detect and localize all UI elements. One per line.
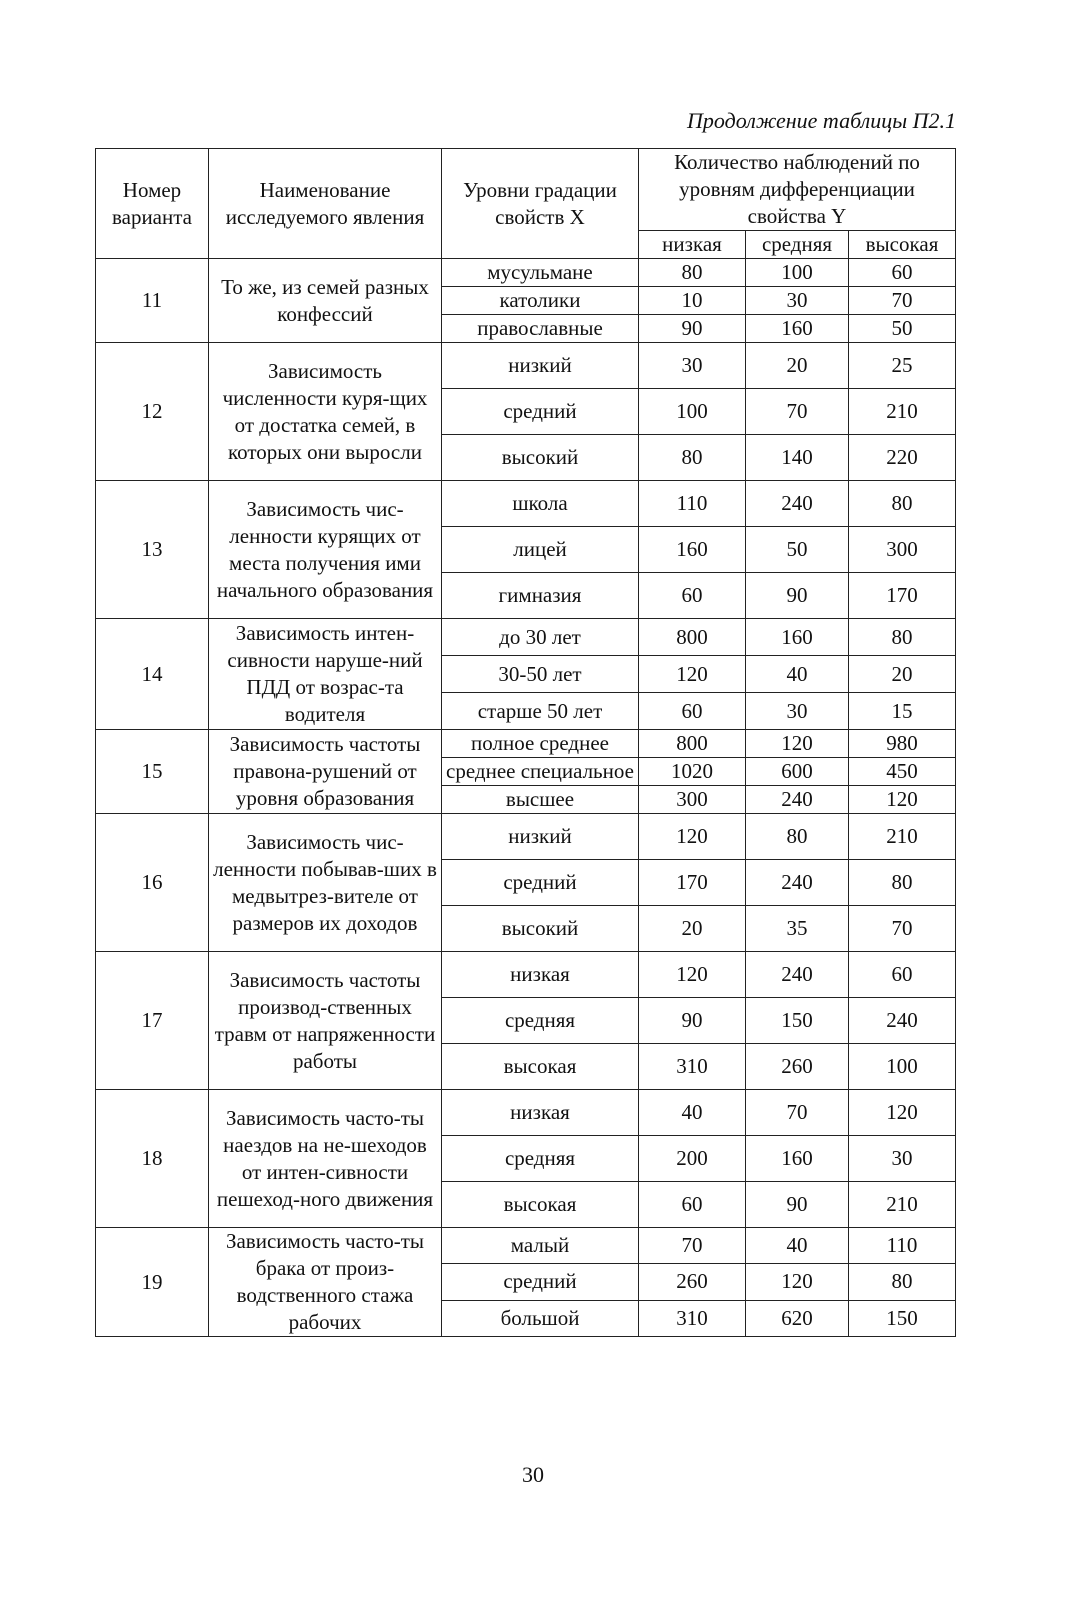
- count-low: 200: [639, 1136, 746, 1182]
- variant-number: 15: [96, 730, 209, 814]
- table-row: [96, 952, 956, 998]
- level-label: высокая: [442, 1182, 639, 1228]
- count-high: 110: [849, 1228, 956, 1264]
- count-mid: 600: [746, 758, 849, 786]
- count-mid: 140: [746, 435, 849, 481]
- count-low: 80: [639, 259, 746, 287]
- count-high: 240: [849, 998, 956, 1044]
- level-label: высокий: [442, 435, 639, 481]
- count-mid: 40: [746, 656, 849, 693]
- count-high: 60: [849, 259, 956, 287]
- level-label: средний: [442, 860, 639, 906]
- level-label: 30-50 лет: [442, 656, 639, 693]
- count-high: 25: [849, 343, 956, 389]
- count-mid: 90: [746, 1182, 849, 1228]
- level-label: гимназия: [442, 573, 639, 619]
- count-low: 30: [639, 343, 746, 389]
- header-sub-mid: средняя: [746, 231, 849, 259]
- level-label: низкий: [442, 343, 639, 389]
- count-mid: 80: [746, 814, 849, 860]
- table-row: [96, 814, 956, 860]
- phenomenon-description: То же, из семей разных конфессий: [209, 259, 442, 343]
- count-high: 450: [849, 758, 956, 786]
- table-body: [96, 259, 956, 1337]
- count-low: 60: [639, 693, 746, 730]
- count-high: 120: [849, 1090, 956, 1136]
- level-label: лицей: [442, 527, 639, 573]
- header-phenomenon: Наименование исследуемого явления: [209, 149, 442, 259]
- count-low: 120: [639, 952, 746, 998]
- count-mid: 620: [746, 1300, 849, 1336]
- level-label: низкий: [442, 814, 639, 860]
- count-mid: 120: [746, 730, 849, 758]
- count-high: 210: [849, 1182, 956, 1228]
- phenomenon-description: Зависимость численности куря-щих от достатка семей, в которых они выросли: [209, 343, 442, 481]
- count-high: 170: [849, 573, 956, 619]
- level-label: школа: [442, 481, 639, 527]
- count-high: 70: [849, 906, 956, 952]
- count-high: 80: [849, 481, 956, 527]
- table-row: [96, 619, 956, 656]
- level-label: православные: [442, 315, 639, 343]
- level-label: мусульмане: [442, 259, 639, 287]
- table-row: [96, 1090, 956, 1136]
- phenomenon-description: Зависимость чис-ленности курящих от места получения ими начального образования: [209, 481, 442, 619]
- table-caption: Продолжение таблицы П2.1: [687, 108, 956, 133]
- level-label: среднее специальное: [442, 758, 639, 786]
- count-high: 60: [849, 952, 956, 998]
- level-label: средний: [442, 389, 639, 435]
- count-mid: 40: [746, 1228, 849, 1264]
- count-low: 120: [639, 814, 746, 860]
- table-row: [96, 259, 956, 287]
- count-low: 80: [639, 435, 746, 481]
- count-high: 15: [849, 693, 956, 730]
- count-mid: 240: [746, 952, 849, 998]
- count-low: 90: [639, 315, 746, 343]
- header-variant: Номер варианта: [96, 149, 209, 259]
- count-high: 30: [849, 1136, 956, 1182]
- count-low: 310: [639, 1044, 746, 1090]
- table-row: [96, 730, 956, 758]
- count-high: 300: [849, 527, 956, 573]
- count-high: 100: [849, 1044, 956, 1090]
- level-label: католики: [442, 287, 639, 315]
- phenomenon-description: Зависимость частоты производ-ственных травм от напряженности работы: [209, 952, 442, 1090]
- count-mid: 90: [746, 573, 849, 619]
- header-counts: Количество наблюдений по уровням дифференциации свойства Y: [639, 149, 956, 231]
- phenomenon-description: Зависимость часто-ты наездов на не-шеходов от интен-сивности пешеход-ного движения: [209, 1090, 442, 1228]
- count-low: 10: [639, 287, 746, 315]
- count-high: 150: [849, 1300, 956, 1336]
- variant-number: 16: [96, 814, 209, 952]
- variant-number: 11: [96, 259, 209, 343]
- level-label: большой: [442, 1300, 639, 1336]
- count-low: 60: [639, 1182, 746, 1228]
- count-low: 310: [639, 1300, 746, 1336]
- table-row: [96, 343, 956, 389]
- level-label: средняя: [442, 1136, 639, 1182]
- count-low: 170: [639, 860, 746, 906]
- table-header: [96, 149, 956, 259]
- count-low: 90: [639, 998, 746, 1044]
- phenomenon-description: Зависимость часто-ты брака от произ-водственного стажа рабочих: [209, 1228, 442, 1337]
- count-high: 80: [849, 619, 956, 656]
- count-mid: 150: [746, 998, 849, 1044]
- count-mid: 20: [746, 343, 849, 389]
- count-low: 300: [639, 786, 746, 814]
- count-high: 980: [849, 730, 956, 758]
- level-label: низкая: [442, 952, 639, 998]
- count-high: 80: [849, 860, 956, 906]
- count-mid: 100: [746, 259, 849, 287]
- level-label: малый: [442, 1228, 639, 1264]
- count-high: 210: [849, 814, 956, 860]
- count-low: 40: [639, 1090, 746, 1136]
- count-mid: 240: [746, 786, 849, 814]
- count-mid: 70: [746, 1090, 849, 1136]
- count-mid: 160: [746, 315, 849, 343]
- count-mid: 30: [746, 693, 849, 730]
- level-label: средняя: [442, 998, 639, 1044]
- count-mid: 160: [746, 619, 849, 656]
- level-label: высшее: [442, 786, 639, 814]
- count-high: 70: [849, 287, 956, 315]
- count-low: 20: [639, 906, 746, 952]
- table-row: [96, 1228, 956, 1264]
- count-low: 800: [639, 619, 746, 656]
- table-row: [96, 481, 956, 527]
- phenomenon-description: Зависимость частоты правона-рушений от уровня образования: [209, 730, 442, 814]
- count-mid: 70: [746, 389, 849, 435]
- count-low: 260: [639, 1264, 746, 1300]
- count-low: 1020: [639, 758, 746, 786]
- count-mid: 50: [746, 527, 849, 573]
- count-high: 220: [849, 435, 956, 481]
- count-high: 20: [849, 656, 956, 693]
- level-label: старше 50 лет: [442, 693, 639, 730]
- header-sub-high: высокая: [849, 231, 956, 259]
- count-mid: 240: [746, 481, 849, 527]
- variant-number: 12: [96, 343, 209, 481]
- level-label: высокая: [442, 1044, 639, 1090]
- header-levels: Уровни градации свойств X: [442, 149, 639, 259]
- level-label: высокий: [442, 906, 639, 952]
- count-mid: 240: [746, 860, 849, 906]
- count-low: 160: [639, 527, 746, 573]
- variant-number: 18: [96, 1090, 209, 1228]
- phenomenon-description: Зависимость интен-сивности наруше-ний ПДД от возрас-та водителя: [209, 619, 442, 730]
- count-mid: 260: [746, 1044, 849, 1090]
- count-mid: 30: [746, 287, 849, 315]
- level-label: полное среднее: [442, 730, 639, 758]
- phenomenon-description: Зависимость чис-ленности побывав-ших в медвытрез-вителе от размеров их доходов: [209, 814, 442, 952]
- header-sub-low: низкая: [639, 231, 746, 259]
- count-high: 210: [849, 389, 956, 435]
- level-label: средний: [442, 1264, 639, 1300]
- count-low: 800: [639, 730, 746, 758]
- count-low: 60: [639, 573, 746, 619]
- variant-number: 13: [96, 481, 209, 619]
- count-high: 80: [849, 1264, 956, 1300]
- variant-number: 17: [96, 952, 209, 1090]
- count-low: 70: [639, 1228, 746, 1264]
- count-mid: 120: [746, 1264, 849, 1300]
- data-table: [95, 148, 956, 1337]
- count-mid: 160: [746, 1136, 849, 1182]
- count-high: 120: [849, 786, 956, 814]
- count-low: 110: [639, 481, 746, 527]
- variant-number: 19: [96, 1228, 209, 1337]
- count-low: 100: [639, 389, 746, 435]
- count-mid: 35: [746, 906, 849, 952]
- variant-number: 14: [96, 619, 209, 730]
- count-low: 120: [639, 656, 746, 693]
- count-high: 50: [849, 315, 956, 343]
- level-label: до 30 лет: [442, 619, 639, 656]
- level-label: низкая: [442, 1090, 639, 1136]
- page-number: 30: [522, 1462, 544, 1487]
